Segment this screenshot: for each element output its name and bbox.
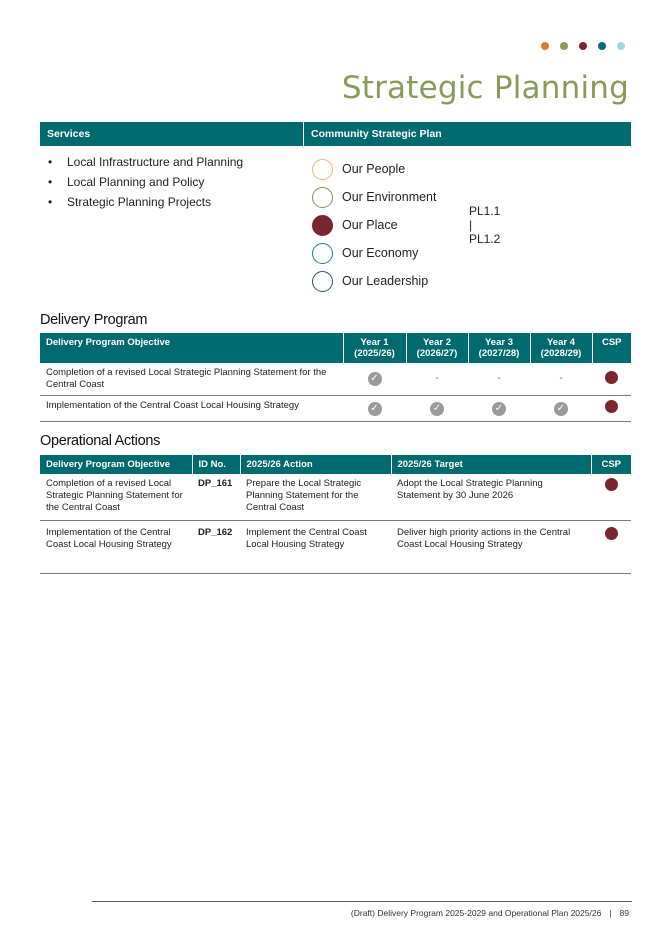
csp-environment-icon xyxy=(312,187,333,208)
oa-target-cell: Deliver high priority actions in the Central Coast Local Housing Strategy xyxy=(391,521,591,574)
bullet-icon: • xyxy=(48,195,53,209)
dp-year3-header: Year 3 (2027/28) xyxy=(468,333,530,363)
check-icon: ✓ xyxy=(368,372,382,386)
services-csp-header xyxy=(40,122,631,146)
service-item: • Strategic Planning Projects xyxy=(46,192,243,212)
table-row xyxy=(40,396,631,422)
check-icon: ✓ xyxy=(492,402,506,416)
delivery-program-table xyxy=(40,333,631,422)
oa-action-cell: Prepare the Local Strategic Planning Statement for the Central Coast xyxy=(240,474,391,521)
oa-id-cell: DP_161 xyxy=(192,474,240,521)
table-row xyxy=(40,474,631,521)
decorative-dots xyxy=(541,42,625,50)
dp-objective-cell: Completion of a revised Local Strategic Planning Statement for the Central Coast xyxy=(40,363,343,396)
dp-csp-header: CSP xyxy=(592,333,631,363)
dp-year2-header: Year 2 (2026/27) xyxy=(406,333,468,363)
dot-olive xyxy=(560,42,568,50)
csp-header: Community Strategic Plan xyxy=(311,128,442,140)
csp-economy-icon xyxy=(312,243,333,264)
services-list xyxy=(46,152,243,212)
oa-target-cell: Adopt the Local Strategic Planning Statement by 30 June 2026 xyxy=(391,474,591,521)
csp-place-dot-icon xyxy=(605,478,618,491)
dash-cell: - xyxy=(559,373,563,384)
footer-text: (Draft) Delivery Program 2025-2029 and Operational Plan 2025/26 xyxy=(350,908,602,918)
dp-year4-header: Year 4 (2028/29) xyxy=(530,333,592,363)
csp-item-place: Our Place PL1.1 | PL1.2 xyxy=(312,211,436,239)
dot-teal xyxy=(598,42,606,50)
dot-orange xyxy=(541,42,549,50)
service-item: • Local Planning and Policy xyxy=(46,172,243,192)
bullet-icon: • xyxy=(48,155,53,169)
dot-lightblue xyxy=(617,42,625,50)
check-icon: ✓ xyxy=(554,402,568,416)
csp-list xyxy=(312,155,501,295)
footer xyxy=(351,908,629,918)
dp-objective-header: Delivery Program Objective xyxy=(40,333,343,363)
dp-objective-cell: Implementation of the Central Coast Local Housing Strategy xyxy=(40,396,343,422)
oa-target-header: 2025/26 Target xyxy=(391,455,591,474)
csp-item-leadership: Our Leadership xyxy=(312,267,436,295)
csp-place-dot-icon xyxy=(605,400,618,413)
delivery-program-title: Delivery Program xyxy=(40,312,148,328)
oa-objective-cell: Completion of a revised Local Strategic Planning Statement for the Central Coast xyxy=(40,474,192,521)
bullet-icon: • xyxy=(48,175,53,189)
service-item: • Local Infrastructure and Planning xyxy=(46,152,243,172)
csp-place-code: PL1.1 | PL1.2 xyxy=(469,204,501,246)
csp-place-icon xyxy=(312,215,333,236)
dash-cell: - xyxy=(435,373,439,384)
csp-place-dot-icon xyxy=(605,527,618,540)
csp-people-icon xyxy=(312,159,333,180)
oa-csp-header: CSP xyxy=(591,455,631,474)
check-icon: ✓ xyxy=(430,402,444,416)
oa-action-header: 2025/26 Action xyxy=(240,455,391,474)
oa-objective-header: Delivery Program Objective xyxy=(40,455,192,474)
dash-cell: - xyxy=(497,373,501,384)
oa-id-cell: DP_162 xyxy=(192,521,240,574)
operational-actions-header-row xyxy=(40,455,631,474)
table-row xyxy=(40,521,631,574)
footer-separator: | xyxy=(609,908,612,918)
csp-item-economy: Our Economy xyxy=(312,239,436,267)
oa-action-cell: Implement the Central Coast Local Housing Strategy xyxy=(240,521,391,574)
check-icon: ✓ xyxy=(368,402,382,416)
csp-place-dot-icon xyxy=(605,371,618,384)
page-title: Strategic Planning xyxy=(341,70,629,106)
csp-item-environment: Our Environment xyxy=(312,183,436,211)
csp-item-people: Our People xyxy=(312,155,436,183)
services-header: Services xyxy=(40,122,304,146)
oa-objective-cell: Implementation of the Central Coast Local Housing Strategy xyxy=(40,521,192,574)
operational-actions-table xyxy=(40,455,631,574)
operational-actions-title: Operational Actions xyxy=(40,433,161,449)
page-number: 89 xyxy=(619,908,629,918)
oa-id-header: ID No. xyxy=(192,455,240,474)
csp-leadership-icon xyxy=(312,271,333,292)
delivery-program-header-row xyxy=(40,333,631,363)
dot-maroon xyxy=(579,42,587,50)
footer-divider xyxy=(92,901,632,902)
table-row xyxy=(40,363,631,396)
dp-year1-header: Year 1 (2025/26) xyxy=(343,333,406,363)
